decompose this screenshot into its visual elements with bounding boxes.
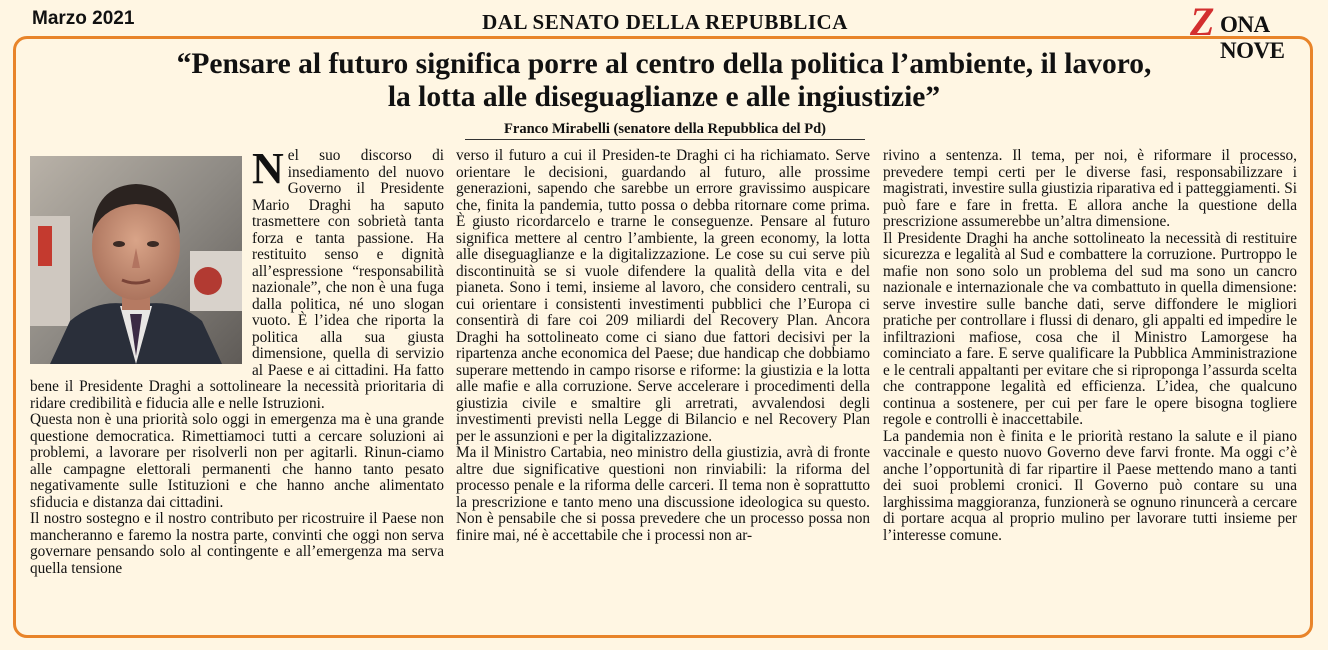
issue-date: Marzo 2021 (32, 8, 135, 29)
byline-rule (465, 139, 865, 140)
paragraph: Il nostro sostegno e il nostro contributo per ricostruire il Paese non mancheranno e faremo la nostra parte, convinti che oggi non serva governare pensando solo al contingente e all’emergenza ma serva quella tensione (30, 510, 444, 577)
drop-cap: N (252, 148, 284, 193)
paragraph: Ma il Ministro Cartabia, neo ministro della giustizia, avrà di fronte altre due significative questioni non rinviabili: la riforma del processo penale e la riforma delle carceri. Il tema non è soprattutto la prescrizione e tanto meno una discussione ideologica su questo. Non è pensabile che si possa prevedere che un processo possa non finire mai, né è accettabile che i processi non ar- (456, 444, 870, 544)
article-column-1 (30, 148, 444, 628)
article-headline (20, 48, 1308, 114)
article-column-3 (883, 148, 1297, 628)
paragraph: rivino a sentenza. Il tema, per noi, è riformare il processo, prevedere tempi certi per le diverse fasi, responsabilizzare i magistrati, investire sulla giustizia riparativa ed i patteggiamenti. Si può fare e fare in fretta. E allora anche la questione della prescrizione assumerebbe un’altra dimensione. (883, 148, 1297, 230)
paragraph: verso il futuro a cui il Presiden-te Draghi ci ha richiamato. Serve orientare le decisioni, guardando al futuro, alle prossime generazioni, sapendo che sarebbe un errore gravissimo auspicare che, finita la pandemia, tutto possa o debba ritornare come prima. È giusto ricordarcelo e trarne le conseguenze. Pensare al futuro significa mettere al centro l’ambiente, la green economy, la lotta alle diseguaglianze e la digitalizzazione. Le cose su cui serve più discontinuità se si vuole difendere la qualità della vita e del pianeta. Sono i temi, insieme al lavoro, che considero centrali, su cui orientare i consistenti investimenti pubblici che l’Europa ci consentirà di fare coi 209 miliardi del Recovery Plan. Ancora Draghi ha sottolineato come ci siano due fattori decisivi per la ripartenza anche economica del Paese; due handicap che dobbiamo superare mettendo in campo risorse e riforme: la giustizia e la lotta alle mafie e alla corruzione. Serve accelerare i procedimenti della giustizia civile e smaltire gli arretrati, avvalendosi degli investimenti previsti nella Legge di Bilancio e nel Recovery Plan per le assunzioni e per la digitalizzazione. (456, 148, 870, 445)
article-byline: Franco Mirabelli (senatore della Repubblica del Pd) (504, 121, 826, 137)
section-rubric: DAL SENATO DELLA REPUBBLICA (482, 10, 848, 34)
paragraph: Questa non è una priorità solo oggi in emergenza ma è una grande questione democratica. Rimettiamoci tutti a cercare soluzioni ai problemi, a lavorare per risolverli non per agitarli. Rinun-ciamo alle campagne elettorali permanenti che hanno tanto pesato negativamente sulle Istituzioni e che hanno anche alimentato sfiducia e distanza dai cittadini. (30, 411, 444, 511)
article-column-2 (456, 148, 870, 628)
logo-text: ONA NOVE (1220, 12, 1285, 63)
author-portrait-image (30, 156, 242, 364)
headline-line-1: “Pensare al futuro significa porre al centro della politica l’ambiente, il lavoro, (176, 48, 1152, 80)
author-photo (30, 156, 242, 364)
headline-line-2: la lotta alle diseguaglianze e alle ingiustizie” (387, 81, 941, 113)
paragraph-intro: el suo discorso di insediamento del nuovo Governo il Presidente Mario Draghi ha saputo trasmettere con sobrietà tanta forza e tanta passione. Ha restituito senso e dignità all’espressione “responsabilità nazionale”, che non è una fuga dalla politica, né uno slogan vuoto. È l’idea che riporta la politica alla sua giusta dimensione, quella di servizio al Paese e ai cittadini. Ha fatto bene il Presidente Draghi a sottolineare la necessità prioritaria di ridare credibilità e fiducia alle e nelle Istruzioni. (30, 148, 444, 412)
paragraph: La pandemia non è finita e le priorità restano la salute e il piano vaccinale e questo nuovo Governo deve farvi fronte. Ma oggi c’è anche l’opportunità di far ripartire il Paese mettendo mano a tanti dei suoi problemi cronici. Il Governo può contare su una larghissima maggioranza, funzionerà se ognuno rinuncerà a cercare di portare acqua al proprio mulino per lavorare tutti insieme per l’interesse comune. (883, 427, 1297, 544)
paragraph: Il Presidente Draghi ha anche sottolineato la necessità di restituire sicurezza e legalità al Sud e combattere la corruzione. Purtroppo le mafie non sono solo un problema del sud ma sono un cancro nazionale e internazionale che va combattuto in quella dimensione: serve investire sulle banche dati, serve diffondere le migliori pratiche per controllare i flussi di denaro, gli appalti ed impedire le infiltrazioni mafiose, cosa che il Ministro Lamorgese ha cominciato a fare. E serve qualificare la Pubblica Amministrazione e le centrali appaltanti per evitare che si riproponga l’assurda scelta che contrappone legalità ed efficienza. L’idea, che qualcuno continua a sostenere, per cui per fare le opere bisogna togliere regole e controlli è inaccettabile. (883, 229, 1297, 428)
logo-letter: Z (1190, 0, 1215, 44)
